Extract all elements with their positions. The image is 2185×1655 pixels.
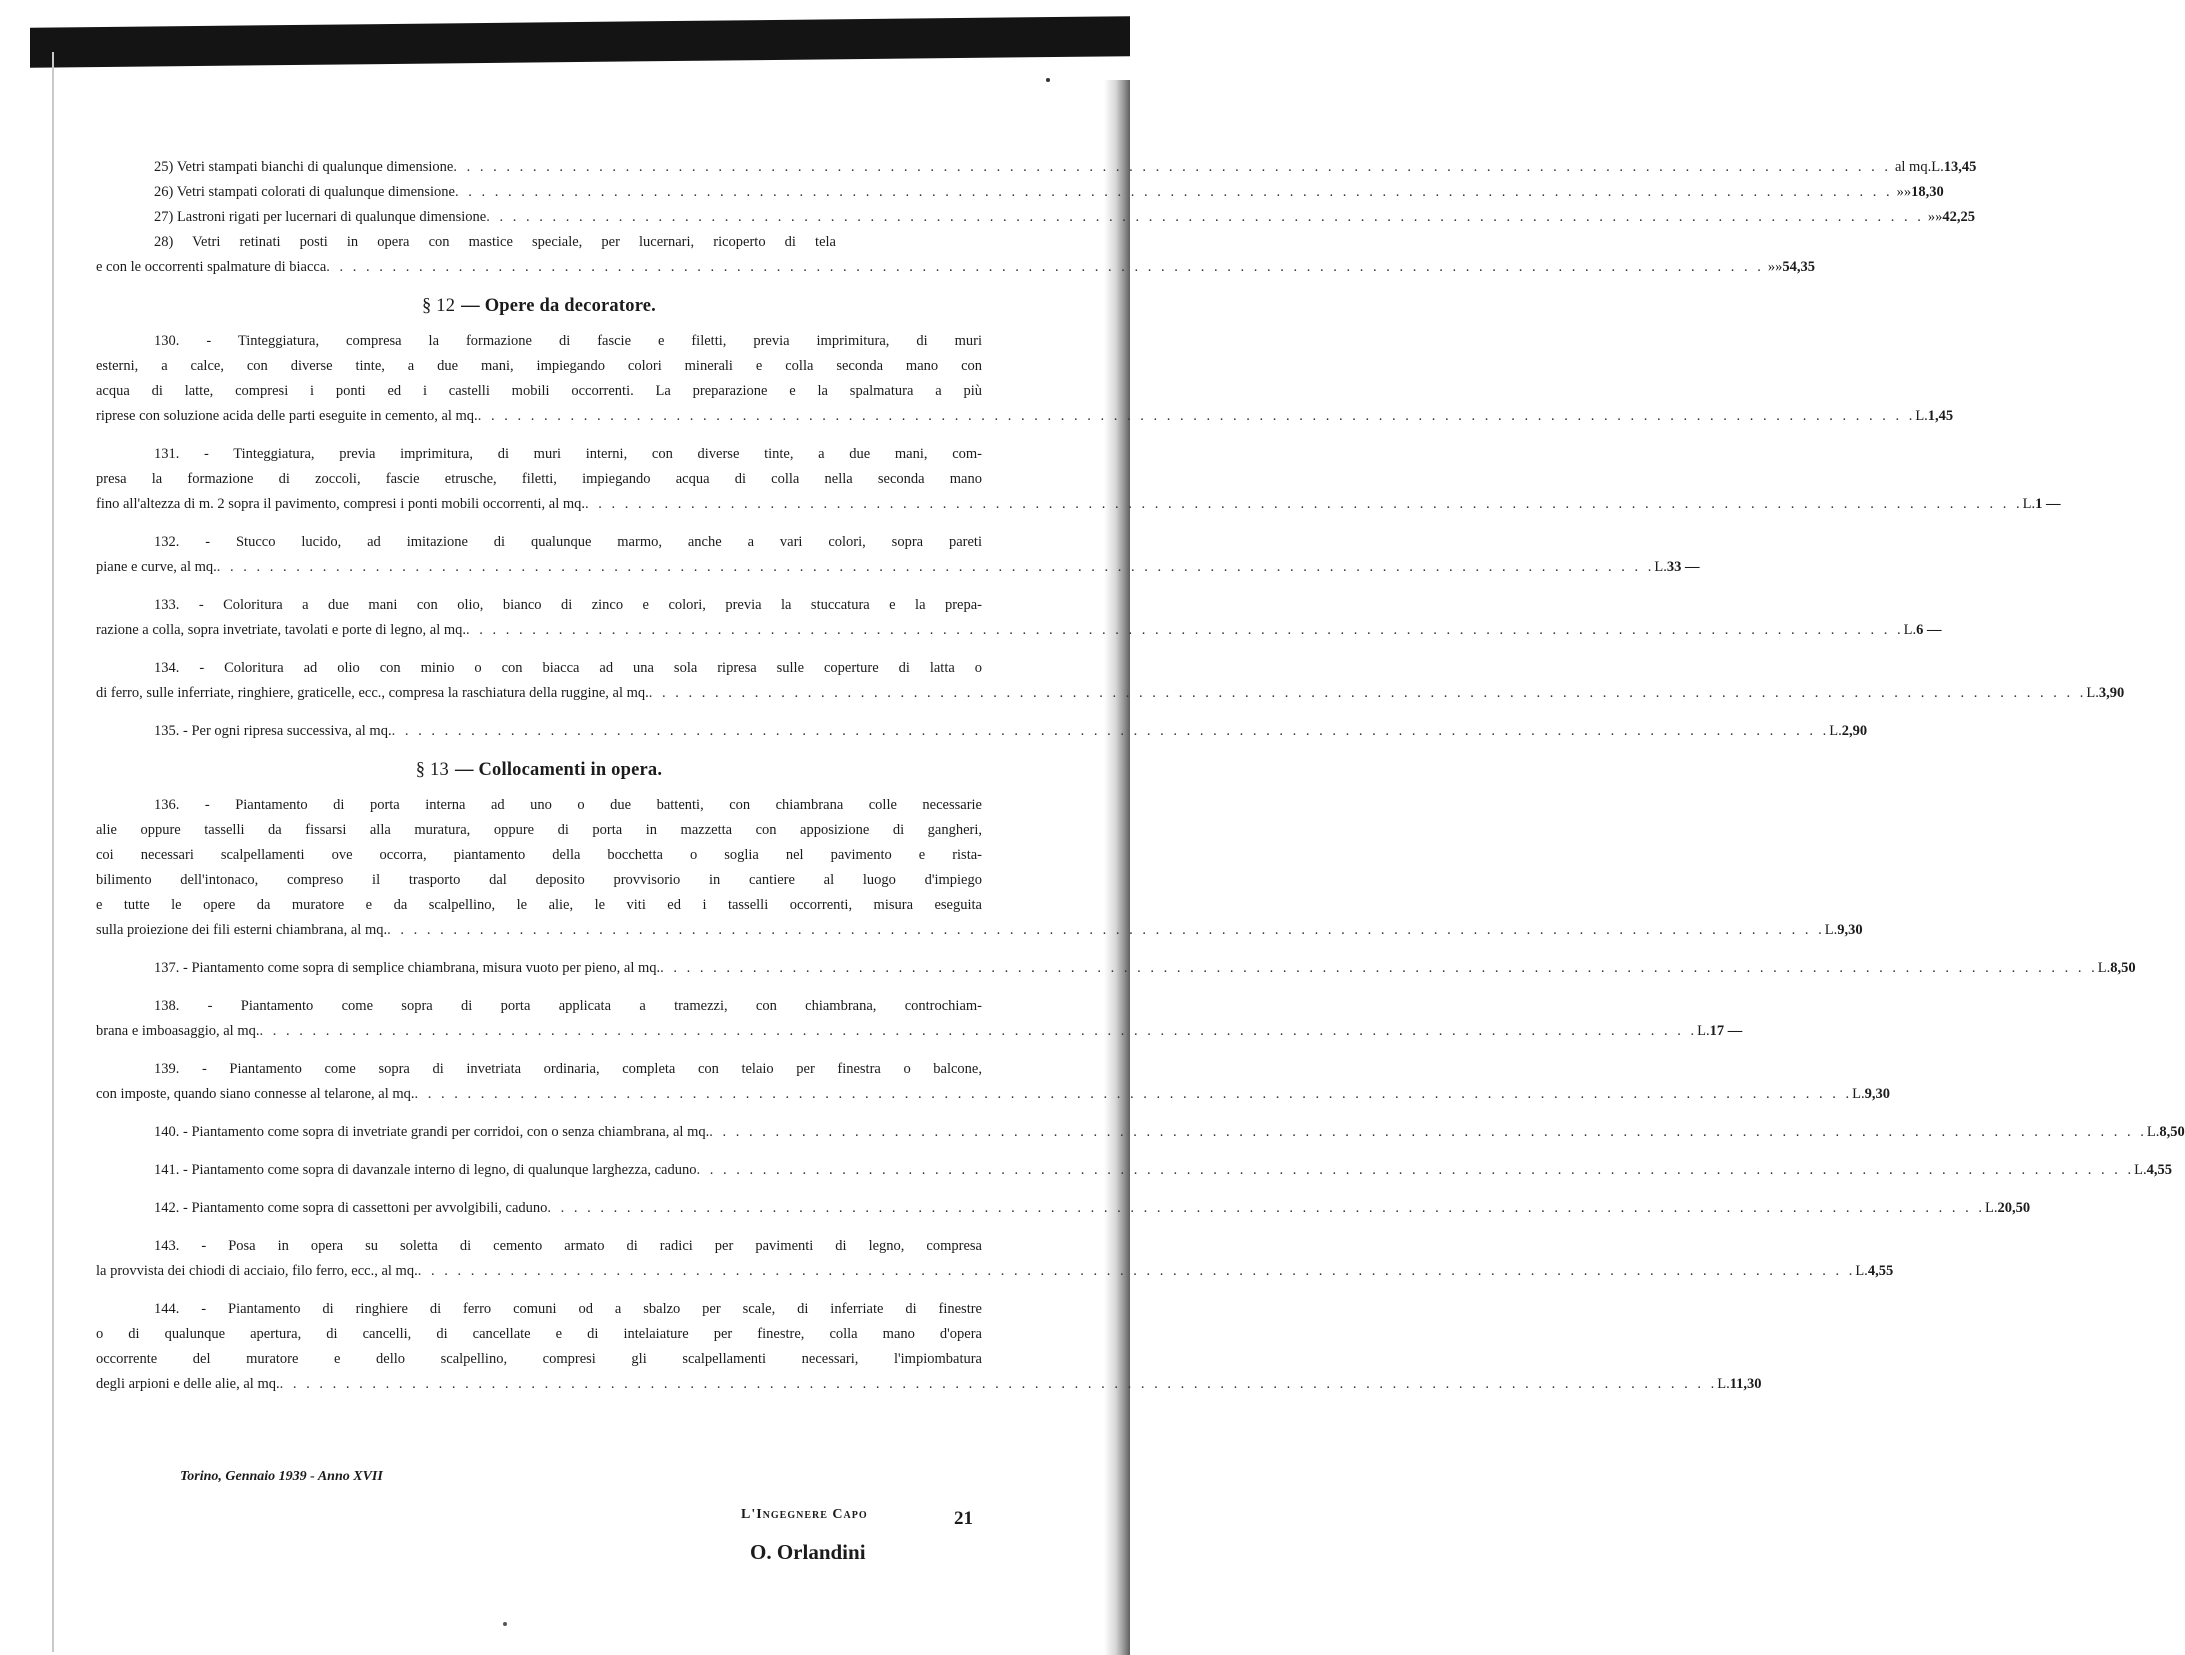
- scan-top-bar-edge: [30, 44, 150, 54]
- leader-dots: [709, 1120, 2147, 1145]
- entry-130: [96, 329, 1954, 429]
- leader-dots: [697, 1158, 2135, 1183]
- entry-price: 33 —: [1666, 559, 1700, 575]
- entry-line: acqua di latte, compresi i ponti ed i castelli mobili occorrenti. La preparazione e la spalmatura a più: [96, 383, 982, 399]
- leader-dots: [415, 1082, 1853, 1107]
- entry-line: 139. - Piantamento come sopra di invetriata ordinaria, completa con telaio per finestra o balcone,: [154, 1061, 982, 1077]
- entry-last-line: [96, 1120, 2185, 1145]
- leader-dots: [259, 1019, 1697, 1044]
- entry-price: 4,55: [2146, 1162, 2172, 1178]
- entry-line: occorrente del muratore e dello scalpellino, compresi gli scalpellamenti necessari, l'impiombatura: [96, 1351, 982, 1367]
- scan-speck: [1046, 78, 1050, 82]
- entry-last-line: [96, 404, 1954, 429]
- entry-last-line: [96, 918, 1863, 943]
- entry-last-line: [96, 719, 1868, 744]
- item-text: 27) Lastroni rigati per lucernari di qualunque dimensione: [154, 209, 487, 225]
- entry-144: [96, 1297, 1762, 1397]
- leader-dots: [660, 956, 2098, 981]
- leader-dots: [392, 719, 1830, 744]
- entry-142: [96, 1196, 2031, 1221]
- entry-line: 131. - Tinteggiatura, previa imprimitura, di muri interni, con diverse tinte, a due mani, com-: [154, 446, 982, 462]
- entry-text: di ferro, sulle inferriate, ringhiere, graticelle, ecc., compresa la raschiatura della ruggine, al mq.: [96, 685, 649, 701]
- entry-line: 144. - Piantamento di ringhiere di ferro comuni od a sbalzo per scale, di inferriate di finestre: [154, 1301, 982, 1317]
- currency-label: L.: [2086, 685, 2099, 701]
- entry-134: [96, 656, 2125, 706]
- scan-left-edge: [52, 52, 54, 1652]
- item-unit: al mq.: [1894, 159, 1932, 175]
- price-item-28: [96, 255, 1816, 280]
- section-heading-12: [96, 296, 982, 317]
- entry-139: [96, 1057, 1890, 1107]
- entry-price: 2,90: [1841, 723, 1868, 739]
- entry-last-line: [96, 555, 1700, 580]
- entry-text: razione a colla, sopra invetriate, tavolati e porte di legno, al mq.: [96, 622, 467, 638]
- entry-line: presa la formazione di zoccoli, fascie etrusche, filetti, impiegando acqua di colla nella seconda mano: [96, 471, 982, 487]
- currency-label: L.: [1654, 559, 1667, 575]
- entry-last-line: [96, 1372, 1762, 1397]
- entry-136: [96, 793, 1863, 943]
- entry-137: [96, 956, 2136, 981]
- leader-dots: [453, 155, 1891, 180]
- item-text: 25) Vetri stampati bianchi di qualunque dimensione: [154, 159, 454, 175]
- currency-label: L.: [1697, 1023, 1710, 1039]
- entry-last-line: [96, 681, 2125, 706]
- entry-price: 9,30: [1864, 1086, 1890, 1102]
- item-text: 26) Vetri stampati colorati di qualunque dimensione: [154, 184, 455, 200]
- entry-line: 133. - Coloritura a due mani con olio, bianco di zinco e colori, previa la stuccatura e la prepa-: [154, 597, 982, 613]
- entry-last-line: [96, 1019, 1743, 1044]
- entry-text: degli arpioni e delle alie, al mq.: [96, 1376, 280, 1392]
- entry-138: [96, 994, 1743, 1044]
- item-price: 54,35: [1782, 259, 1816, 275]
- entry-last-line: [96, 618, 1942, 643]
- item-text: e con le occorrenti spalmature di biacca: [96, 259, 327, 275]
- leader-dots: [486, 205, 1924, 230]
- signatory-title: L'Ingegnere Capo: [741, 1507, 868, 1522]
- entry-price: 6 —: [1916, 622, 1942, 638]
- entry-text: 142. - Piantamento come sopra di cassettoni per avvolgibili, caduno: [154, 1200, 548, 1216]
- leader-dots: [280, 1372, 1718, 1397]
- currency-label: L.: [2146, 1124, 2160, 1140]
- signatory-name: O. Orlandini: [750, 1540, 866, 1564]
- entry-line: 143. - Posa in opera su soletta di cemento armato di radici per pavimenti di legno, compresa: [154, 1238, 982, 1254]
- entry-line: 132. - Stucco lucido, ad imitazione di qualunque marmo, anche a vari colori, sopra pareti: [154, 534, 982, 550]
- document-body: [96, 155, 2185, 1410]
- entry-text: la provvista dei chiodi di acciaio, filo ferro, ecc., al mq.: [96, 1263, 418, 1279]
- entry-price: 3,90: [2098, 685, 2125, 701]
- entry-text: 140. - Piantamento come sopra di invetriate grandi per corridoi, con o senza chiambrana, al mq.: [154, 1124, 710, 1140]
- item-unit: »: [1927, 209, 1936, 225]
- entry-text: con imposte, quando siano connesse al telarone, al mq.: [96, 1086, 415, 1102]
- leader-dots: [547, 1196, 1985, 1221]
- entry-text: 141. - Piantamento come sopra di davanzale interno di legno, di qualunque larghezza, caduno: [154, 1162, 697, 1178]
- entry-price: 20,50: [1997, 1200, 2031, 1216]
- entry-last-line: [96, 1082, 1890, 1107]
- entry-last-line: [96, 956, 2136, 981]
- item-price: 13,45: [1943, 159, 1977, 175]
- currency-label: L.: [2097, 960, 2111, 976]
- entry-last-line: [96, 1158, 2172, 1183]
- entry-132: [96, 530, 1700, 580]
- leader-dots: [387, 918, 1825, 943]
- currency-label: L.: [1915, 408, 1928, 424]
- entry-143: [96, 1234, 1894, 1284]
- leader-dots: [217, 555, 1655, 580]
- leader-dots: [326, 255, 1764, 280]
- section-symbol: § 12: [421, 296, 456, 316]
- entry-price: 1 —: [2035, 496, 2061, 512]
- currency-label: L.: [1855, 1263, 1868, 1279]
- entry-price: 8,50: [2159, 1124, 2185, 1140]
- item-unit: »: [1767, 259, 1776, 275]
- entry-line: 134. - Coloritura ad olio con minio o con biacca ad una sola ripresa sulle coperture di latta o: [154, 660, 982, 676]
- entry-price: 4,55: [1867, 1263, 1894, 1279]
- entry-line: coi necessari scalpellamenti ove occorra, piantamento della bocchetta o soglia nel pavimento e rista-: [96, 847, 982, 863]
- leader-dots: [585, 492, 2023, 517]
- currency-label: L.: [1985, 1200, 1998, 1216]
- entry-text: 137. - Piantamento come sopra di semplice chiambrana, misura vuoto per pieno, al mq.: [154, 960, 661, 976]
- entry-line: e tutte le opere da muratore e da scalpellino, le alie, le viti ed i tasselli occorrenti, misura eseguita: [96, 897, 982, 913]
- page-number: 21: [954, 1508, 973, 1529]
- section-title: — Opere da decoratore.: [461, 296, 657, 316]
- currency-label: L.: [1852, 1086, 1865, 1102]
- section-title: — Collocamenti in opera.: [454, 760, 663, 780]
- entry-line: 138. - Piantamento come sopra di porta applicata a tramezzi, con chiambrana, controchiam-: [154, 998, 982, 1014]
- leader-dots: [649, 681, 2087, 706]
- entry-135: [96, 719, 1868, 744]
- entry-line: esterni, a calce, con diverse tinte, a due mani, impiegando colori minerali e colla seconda mano con: [96, 358, 982, 374]
- price-item-28-line1: 28) Vetri retinati posti in opera con mastice speciale, per lucernari, ricoperto di tela: [154, 234, 836, 250]
- entry-last-line: [96, 1196, 2031, 1221]
- price-item-26: [96, 180, 1944, 205]
- leader-dots: [455, 180, 1893, 205]
- entry-price: 8,50: [2110, 960, 2136, 976]
- entry-line: bilimento dell'intonaco, compreso il trasporto dal deposito provvisorio in cantiere al luogo d'impiego: [96, 872, 982, 888]
- currency-label: L.: [1829, 723, 1842, 739]
- entry-price: 11,30: [1729, 1376, 1762, 1392]
- entry-line: alie oppure tasselli da fissarsi alla muratura, oppure di porta in mazzetta con apposizione di gangheri,: [96, 822, 982, 838]
- entry-131: [96, 442, 2061, 517]
- entry-last-line: [96, 492, 2061, 517]
- entry-price: 17 —: [1709, 1023, 1743, 1039]
- currency-label: L.: [1824, 922, 1838, 938]
- entry-last-line: [96, 1259, 1894, 1284]
- entry-text: riprese con soluzione acida delle parti eseguite in cemento, al mq.: [96, 408, 478, 424]
- item-price: 42,25: [1942, 209, 1975, 225]
- scan-right-edge: [1104, 80, 1130, 1655]
- entry-line: 130. - Tinteggiatura, compresa la formazione di fascie e filetti, previa imprimitura, di muri: [154, 333, 982, 349]
- leader-dots: [418, 1259, 1856, 1284]
- signature-date: Torino, Gennaio 1939 - Anno XVII: [180, 1469, 383, 1484]
- entry-line: 136. - Piantamento di porta interna ad uno o due battenti, con chiambrana colle necessarie: [154, 797, 982, 813]
- currency-label: L.: [1931, 159, 1944, 175]
- section-symbol: § 13: [415, 760, 449, 780]
- entry-text: fino all'altezza di m. 2 sopra il pavimento, compresi i ponti mobili occorrenti, al mq.: [96, 496, 586, 512]
- currency-label: L.: [1717, 1376, 1730, 1392]
- currency-label: »: [1903, 184, 1912, 200]
- currency-label: L.: [1903, 622, 1917, 638]
- entry-price: 1,45: [1927, 408, 1954, 424]
- leader-dots: [478, 404, 1916, 429]
- price-item-25: [96, 155, 1977, 180]
- item-unit: »: [1896, 184, 1904, 200]
- currency-label: L.: [2134, 1162, 2147, 1178]
- currency-label: L.: [2022, 496, 2036, 512]
- entry-133: [96, 593, 1942, 643]
- section-heading-13: [96, 760, 982, 781]
- currency-label: »: [1775, 259, 1783, 275]
- scan-speck: [503, 1622, 507, 1626]
- entry-line: o di qualunque apertura, di cancelli, di cancellate e di intelaiature per finestre, colla mano d'opera: [96, 1326, 982, 1342]
- entry-text: brana e imboasaggio, al mq.: [96, 1023, 260, 1039]
- entry-price: 9,30: [1837, 922, 1863, 938]
- entry-141: [96, 1158, 2172, 1183]
- leader-dots: [466, 618, 1904, 643]
- price-item-27: [96, 205, 1975, 230]
- entry-140: [96, 1120, 2185, 1145]
- entry-text: 135. - Per ogni ripresa successiva, al mq.: [154, 723, 392, 739]
- scan-top-bar: [30, 16, 1130, 68]
- currency-label: »: [1935, 209, 1943, 225]
- entry-text: piane e curve, al mq.: [96, 559, 217, 575]
- entry-text: sulla proiezione dei fili esterni chiambrana, al mq.: [96, 922, 388, 938]
- item-price: 18,30: [1911, 184, 1944, 200]
